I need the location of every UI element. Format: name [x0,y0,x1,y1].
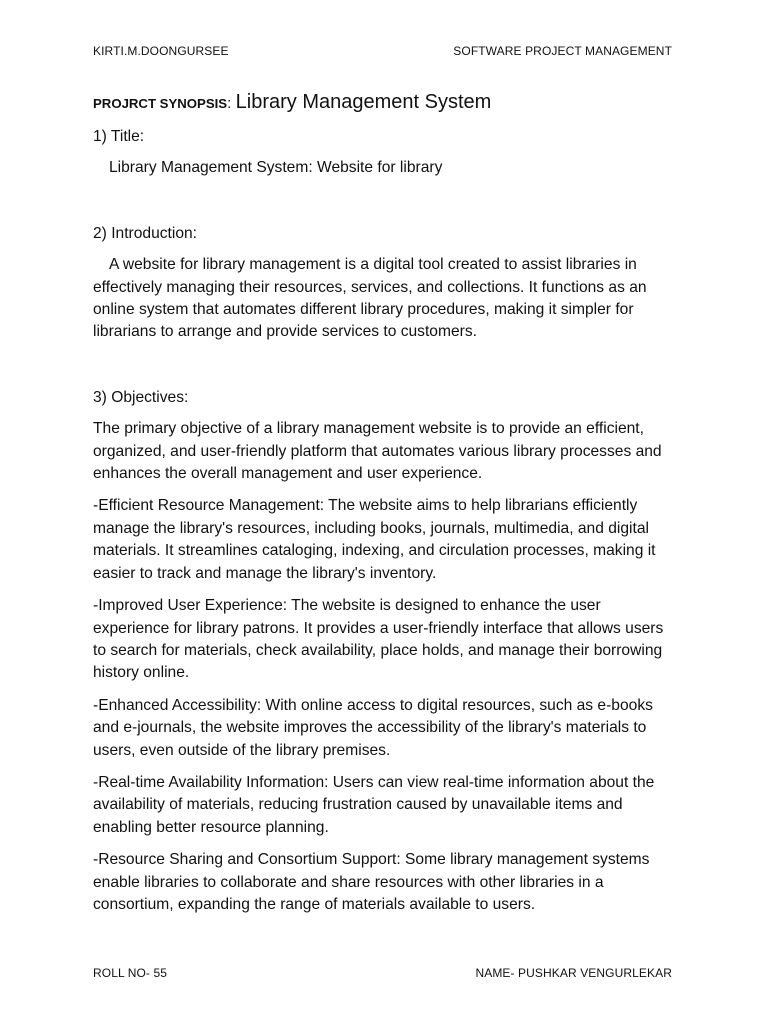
document-body [93,88,675,926]
section-title-text: Library Management System: Website for library [109,159,443,177]
footer-student-name: NAME- PUSHKAR VENGURLEKAR [475,966,672,980]
objectives-paragraph: -Improved User Experience: The website is designed to enhance the user experience for library patrons. It provides a user-friendly interface that allows users to search for materials, check availability, place holds, and manage their borrowing history online. [93,597,664,682]
section-introduction-text: A website for library management is a digital tool created to assist libraries in effectively managing their resources, services, and collections. It functions as an online system that automates different library procedures, making it simpler for librarians to arrange and provide services to customers. [93,256,647,341]
header-author: KIRTI.M.DOONGURSEE [93,44,229,58]
footer-roll-number: ROLL NO- 55 [93,966,168,980]
spacer [93,180,675,223]
synopsis-title: Library Management System [235,91,492,113]
synopsis-label: PROJRCT SYNOPSIS [93,96,228,111]
page-footer [93,966,672,980]
header-course: SOFTWARE PROJECT MANAGEMENT [453,44,672,58]
objectives-paragraph: -Resource Sharing and Consortium Support: Some library management systems enable libraries to collaborate and share resources with other libraries in a consortium, expanding the range of materials available to users. [93,851,650,913]
objectives-paragraph: The primary objective of a library management website is to provide an efficient, organized, and user-friendly platform that automates various library processes and enhances the overall management and user experience. [93,420,662,483]
page-header [93,44,672,58]
section-title-heading: 1) Title: [93,128,145,145]
section-objectives-heading: 3) Objectives: [93,388,189,406]
synopsis-heading [93,88,675,118]
objectives-paragraph: -Efficient Resource Management: The website aims to help librarians efficiently manage the library's resources, including books, journals, multimedia, and digital materials. It streamlines cataloging, indexing, and circulation processes, making it easier to track and manage the library's inventory. [93,497,656,582]
synopsis-separator: : [227,95,232,112]
section-introduction-heading: 2) Introduction: [93,224,198,242]
objectives-paragraph: -Real-time Availability Information: Users can view real-time information about the availability of materials, reducing frustration caused by unavailable items and enabling better resource planning. [93,773,655,836]
objectives-paragraph: -Enhanced Accessibility: With online access to digital resources, such as e-books and e-journals, the website improves the accessibility of the library's materials to users, even outside of the library premises. [93,696,653,759]
spacer [93,354,675,387]
